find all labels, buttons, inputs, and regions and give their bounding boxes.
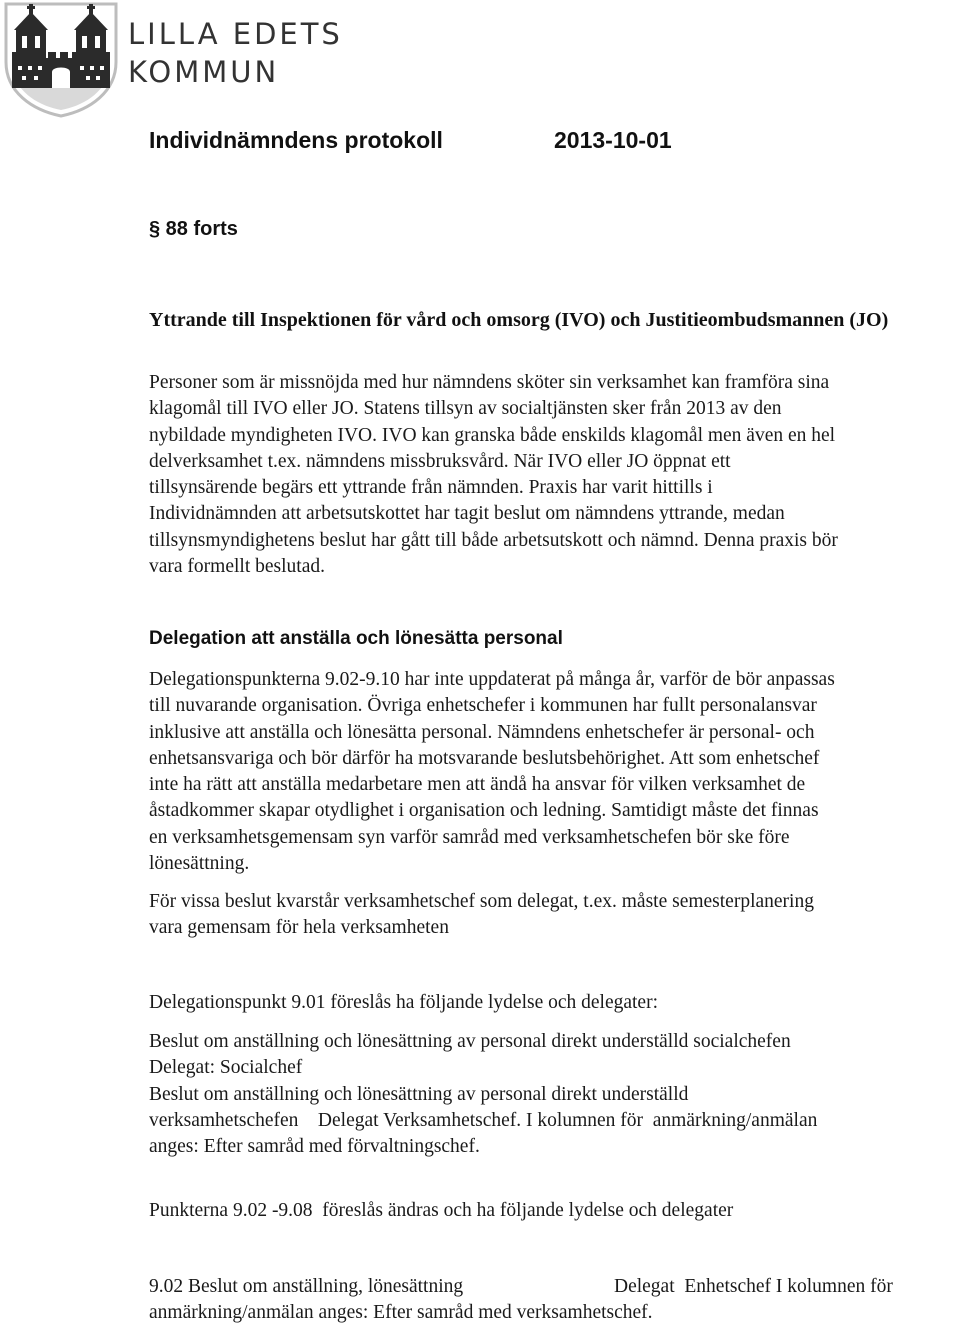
text-line: klagomål till IVO eller JO. Statens tillsyn av socialtjänsten sker från 2013 av den (149, 398, 782, 420)
paragraph-ivo-jo (149, 370, 949, 580)
logo-line-2: KOMMUN (128, 55, 280, 89)
logo-wordmark (128, 15, 343, 91)
text-line: För vissa beslut kvarstår verksamhetschef som delegat, t.ex. måste semesterplanering (149, 891, 814, 912)
text-line: Delegat: Socialchef (149, 1057, 303, 1079)
paragraph-9-02 (149, 1274, 949, 1327)
paragraph-delegationspunkt (149, 990, 949, 1016)
text-line: tillsynsärende begärs ett yttrande från nämnden. Praxis har varit hittills i (149, 477, 713, 499)
section-number: § 88 forts (149, 218, 238, 240)
text-line: tillsynsmyndighetens beslut har gått till både arbetsutskott och nämnd. Denna praxis bör (149, 529, 838, 551)
text-line: åstadkommer skapar otydlighet i organisation och ledning. Samtidigt måste det finnas (149, 800, 819, 822)
delegate-9-02: Delegat Enhetschef I kolumnen för (614, 1276, 893, 1297)
text-line: Beslut om anställning och lönesättning av personal direkt underställd socialchefen (149, 1031, 791, 1052)
text-line: anges: Efter samråd med förvaltningschef. (149, 1136, 480, 1158)
text-line: anmärkning/anmälan anges: Efter samråd med verksamhetschef. (149, 1302, 653, 1324)
text-line: Delegationspunkt 9.01 föreslås ha följande lydelse och delegater: (149, 992, 658, 1013)
castle-crest-icon (2, 0, 120, 118)
text-line: Beslut om anställning och lönesättning av personal direkt underställd (149, 1083, 689, 1105)
heading-delegation: Delegation att anställa och lönesätta personal (149, 628, 563, 649)
text-line: enhetsansvariga och bör därför ha motsvarande beslutsbehörighet. Att som enhetschef (149, 747, 820, 769)
paragraph-punkterna: Punkterna 9.02 -9.08 föreslås ändras och ha följande lydelse och delegater (149, 1200, 734, 1221)
paragraph-beslut (149, 1029, 949, 1160)
paragraph-delegation (149, 667, 949, 877)
text-line: en verksamhetsgemensam syn varför samråd med verksamhetschefen bör ske före (149, 826, 790, 848)
protocol-header (149, 127, 672, 154)
text-line: Individnämnden att arbetsutskottet har tagit beslut om nämndens yttrande, medan (149, 503, 785, 525)
municipality-logo (0, 0, 343, 120)
text-line: vara formellt beslutad. (149, 556, 325, 578)
text-line: lönesättning. (149, 853, 250, 875)
item-9-02: 9.02 Beslut om anställning, lönesättning (149, 1276, 464, 1297)
protocol-title: Individnämndens protokoll (149, 127, 443, 153)
text-line: delverksamhet t.ex. nämndens missbruksvård. När IVO eller JO öppnat ett (149, 450, 731, 472)
text-line: nybildade myndigheten IVO. IVO kan granska både enskilds klagomål men även en hel (149, 424, 836, 446)
protocol-date: 2013-10-01 (554, 127, 672, 153)
logo-line-1: LILLA EDETS (128, 17, 343, 51)
text-line: Delegationspunkterna 9.02-9.10 har inte uppdaterat på många år, varför de bör anpassas (149, 669, 835, 690)
text-line: inklusive att anställa och lönesätta personal. Nämndens enhetschefer är personal- och (149, 721, 815, 743)
heading-ivo-jo: Yttrande till Inspektionen för vård och omsorg (IVO) och Justitieombudsmannen (JO) (149, 309, 889, 331)
paragraph-semester (149, 889, 949, 942)
text-line: verksamhetschefen Delegat Verksamhetschef. I kolumnen för anmärkning/anmälan (149, 1109, 818, 1131)
text-line: Personer som är missnöjda med hur nämndens sköter sin verksamhet kan framföra sina (149, 372, 830, 393)
text-line: till nuvarande organisation. Övriga enhetschefer i kommunen har fullt personalansvar (149, 695, 817, 717)
text-line (149, 1274, 949, 1300)
text-line: vara gemensam för hela verksamheten (149, 917, 449, 939)
text-line: inte ha rätt att anställa medarbetare men att ändå ha ansvar för vilken verksamhet de (149, 774, 806, 796)
